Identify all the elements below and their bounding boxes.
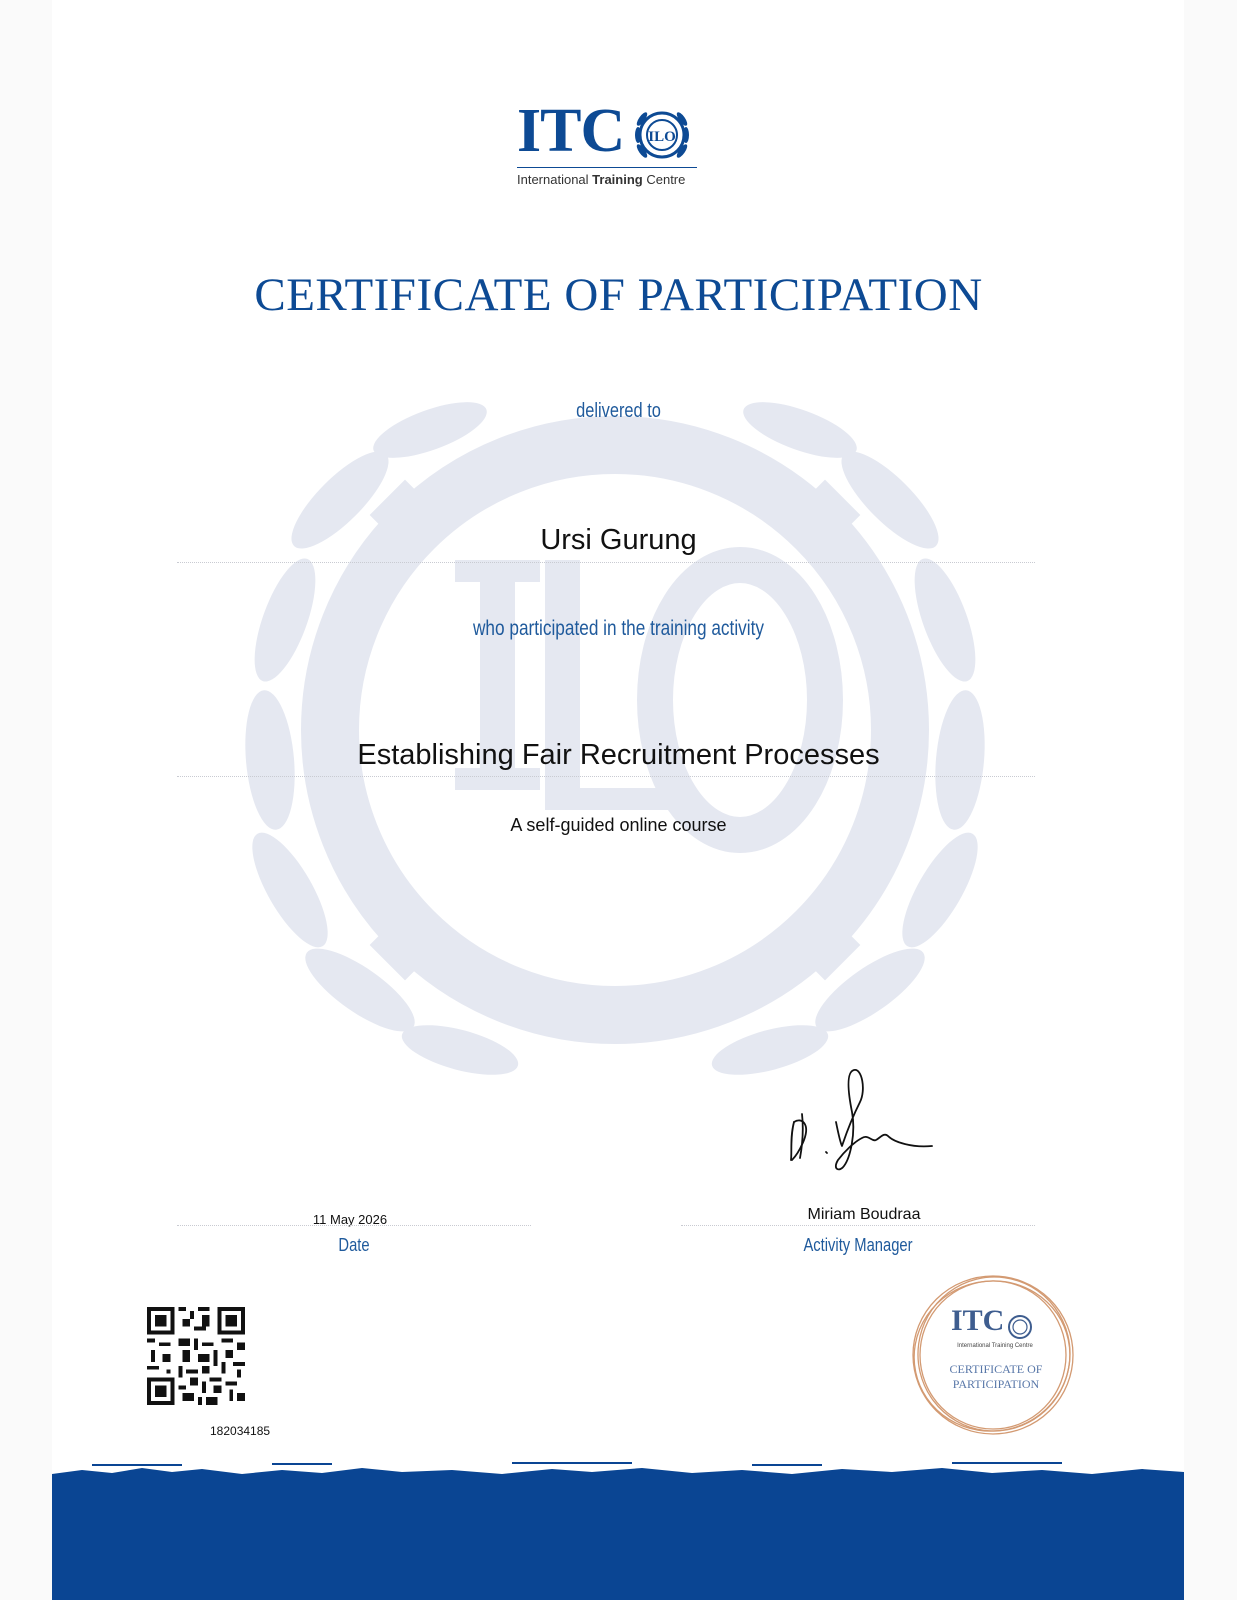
logo-subtitle bbox=[517, 172, 685, 187]
qr-code-icon[interactable] bbox=[147, 1307, 245, 1405]
seal-caption-line1: CERTIFICATE OF bbox=[949, 1362, 1043, 1376]
date-underline bbox=[177, 1225, 531, 1226]
name-underline bbox=[177, 562, 1035, 563]
logo-subtitle-bold: Training bbox=[592, 172, 643, 187]
logo-subtitle-part: Centre bbox=[642, 172, 686, 187]
itc-logo bbox=[517, 97, 707, 195]
course-title: Establishing Fair Recruitment Processes bbox=[357, 739, 880, 771]
seal-ilo-icon bbox=[1004, 1312, 1036, 1342]
seal-caption-line2: PARTICIPATION bbox=[952, 1377, 1040, 1391]
page-margin-left bbox=[0, 0, 52, 1600]
page-margin-right bbox=[1184, 0, 1237, 1600]
certificate-title: CERTIFICATE OF PARTICIPATION bbox=[254, 269, 983, 321]
certificate-id: 182034185 bbox=[210, 1424, 271, 1438]
logo-subtitle-part: International bbox=[517, 172, 593, 187]
manager-signature bbox=[782, 1062, 942, 1177]
ilo-logo-text: ILO bbox=[648, 129, 676, 145]
seal-caption bbox=[938, 1362, 1054, 1392]
recipient-name: Ursi Gurung bbox=[540, 524, 697, 556]
issue-date: 11 May 2026 bbox=[312, 1212, 388, 1227]
certificate-seal-icon bbox=[908, 1270, 1078, 1440]
date-label: Date bbox=[338, 1235, 370, 1255]
manager-name: Miriam Boudraa bbox=[807, 1206, 921, 1223]
course-subtitle: A self-guided online course bbox=[510, 815, 727, 835]
manager-label: Activity Manager bbox=[803, 1235, 913, 1255]
itc-logo-text: ITC bbox=[517, 97, 625, 165]
delivered-to-label: delivered to bbox=[576, 400, 661, 422]
participated-label: who participated in the training activity bbox=[473, 617, 764, 640]
course-underline bbox=[177, 776, 1035, 777]
logo-divider bbox=[517, 167, 697, 168]
ilo-logo-icon bbox=[629, 104, 695, 166]
manager-underline bbox=[681, 1225, 1035, 1226]
seal-subtitle: International Training Centre bbox=[957, 1343, 1033, 1349]
footer-band bbox=[52, 1460, 1184, 1600]
seal-logo-text: ITC bbox=[951, 1304, 1005, 1337]
